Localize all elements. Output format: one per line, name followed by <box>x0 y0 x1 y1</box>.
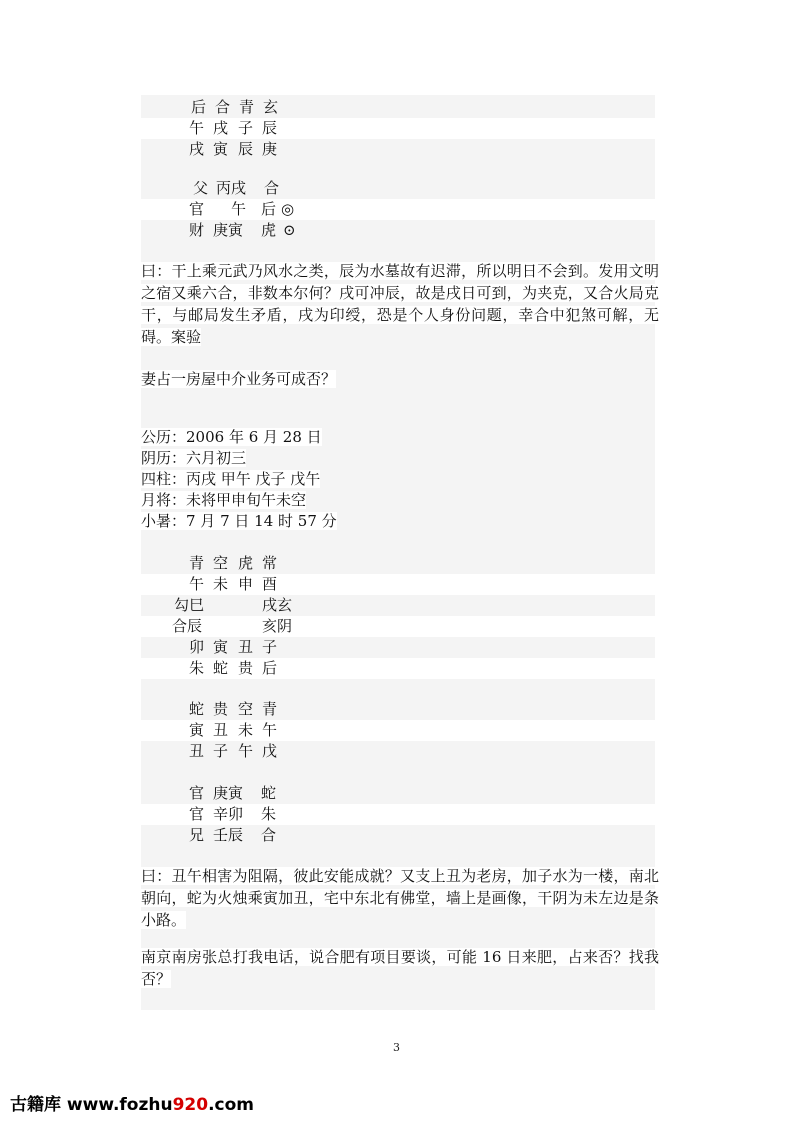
grid-cell: 朱 <box>261 805 277 823</box>
grid-cell: 青 <box>239 98 255 116</box>
grid-row <box>141 220 655 241</box>
grid-cell: 父 <box>193 179 209 197</box>
grid-cell: 戊 <box>262 742 278 760</box>
grid-cell: ◎ <box>281 200 295 218</box>
grid-cell: 青 <box>189 554 205 572</box>
gregorian-date: 公历：2006 年 6 月 28 日 <box>141 428 322 446</box>
grid-cell: 丑 <box>189 742 205 760</box>
grid-cell: 寅 <box>189 721 205 739</box>
grid-row <box>141 783 655 804</box>
grid-cell: 辰 <box>238 140 254 158</box>
grid-row <box>141 199 655 220</box>
grid-cell: 贵 <box>238 659 254 677</box>
grid-cell: 虎 <box>238 554 254 572</box>
grid-row <box>141 658 655 679</box>
grid-cell: 戌 <box>213 119 229 137</box>
grid-row <box>141 804 655 825</box>
grid-cell: 丙戌 <box>216 179 247 197</box>
grid-cell: 合 <box>264 179 280 197</box>
grid-cell: 空 <box>213 554 229 572</box>
grid-cell: 未 <box>213 575 229 593</box>
grid-cell: 官 <box>189 200 205 218</box>
grid-cell: 子 <box>238 119 254 137</box>
lunar-date: 阴历：六月初三 <box>141 449 247 467</box>
page-number: 3 <box>393 1041 400 1054</box>
grid-cell: ⊙ <box>283 221 296 239</box>
grid-cell: 午 <box>231 200 247 218</box>
watermark-brand: 古籍库 <box>10 1095 61 1115</box>
grid-cell: 辰 <box>262 119 278 137</box>
chart-block-2 <box>141 178 655 241</box>
grid-row <box>141 118 655 139</box>
grid-cell: 午 <box>189 119 205 137</box>
chart-block-4 <box>141 699 655 762</box>
watermark-url-b: 920 <box>172 1095 209 1115</box>
grid-cell: 合 <box>215 98 231 116</box>
grid-cell: 后 <box>262 659 278 677</box>
grid-cell: 虎 <box>261 221 277 239</box>
grid-cell: 官 <box>189 805 205 823</box>
grid-row <box>141 637 655 658</box>
grid-cell: 子 <box>262 638 278 656</box>
grid-cell: 丑 <box>238 638 254 656</box>
grid-cell: 合 <box>261 826 277 844</box>
grid-cell: 官 <box>189 784 205 802</box>
grid-cell: 合辰 <box>172 617 203 635</box>
grid-cell: 午 <box>238 742 254 760</box>
grid-row <box>141 616 655 637</box>
grid-row <box>141 741 655 762</box>
solar-term: 小暑：7 月 7 日 14 时 57 分 <box>141 512 337 530</box>
date-info <box>141 427 655 532</box>
watermark-url-a: www.fozhu <box>66 1095 173 1115</box>
analysis-paragraph-1: 曰：干上乘元武乃风水之类，辰为水墓故有迟滞，所以明日不会到。发用文明之宿又乘六合，非数本尔何？戌可冲辰，故是戌日可到，为夹克，又合火局克干，与邮局发生矛盾，戌为印绶，恐是个人身份问题，幸合中犯煞可解，无碍。案验 <box>141 262 659 346</box>
grid-cell: 午 <box>189 575 205 593</box>
chart-block-3 <box>141 553 655 679</box>
grid-row <box>141 720 655 741</box>
grid-row <box>141 97 655 118</box>
grid-cell: 后 <box>261 200 277 218</box>
grid-row <box>141 595 655 616</box>
grid-cell: 辛卯 <box>213 805 244 823</box>
grid-row <box>141 178 655 199</box>
grid-cell: 勾巳 <box>174 596 205 614</box>
four-pillars: 四柱：丙戌 甲午 戊子 戊午 <box>141 470 321 488</box>
grid-cell: 戌 <box>189 140 205 158</box>
grid-cell: 未 <box>238 721 254 739</box>
grid-cell: 寅 <box>213 140 229 158</box>
grid-cell: 财 <box>189 221 205 239</box>
grid-cell: 丑 <box>213 721 229 739</box>
grid-cell: 午 <box>262 721 278 739</box>
chart-block-1 <box>141 97 655 160</box>
grid-cell: 酉 <box>262 575 278 593</box>
watermark-url-c: .com <box>208 1095 255 1115</box>
grid-cell: 庚寅 <box>213 221 244 239</box>
grid-row <box>141 699 655 720</box>
grid-cell: 蛇 <box>261 784 277 802</box>
grid-cell: 玄 <box>263 98 279 116</box>
grid-cell: 庚 <box>262 140 278 158</box>
grid-cell: 贵 <box>213 700 229 718</box>
grid-row <box>141 825 655 846</box>
grid-cell: 朱 <box>189 659 205 677</box>
grid-cell: 蛇 <box>213 659 229 677</box>
grid-cell: 后 <box>191 98 207 116</box>
grid-cell: 蛇 <box>189 700 205 718</box>
analysis-paragraph-2: 曰：丑午相害为阻隔，彼此安能成就？又支上丑为老房，加子水为一楼，南北朝向，蛇为火烛乘寅加丑，宅中东北有佛堂，墙上是画像，干阴为未左边是条小路。 <box>141 867 659 929</box>
grid-cell: 卯 <box>189 638 205 656</box>
question-paragraph-2: 南京南房张总打我电话，说合肥有项目要谈，可能 16 日来肥，占来否？找我否？ <box>141 948 659 988</box>
site-watermark <box>10 1090 254 1115</box>
grid-row <box>141 553 655 574</box>
grid-cell: 申 <box>238 575 254 593</box>
grid-cell: 兄 <box>189 826 205 844</box>
chart-block-5 <box>141 783 655 846</box>
grid-cell: 青 <box>262 700 278 718</box>
monthly-general: 月将：未将甲申旬午未空 <box>141 491 307 509</box>
question-paragraph-1: 妻占一房屋中介业务可成否？ <box>141 370 337 388</box>
grid-row <box>141 574 655 595</box>
grid-cell: 空 <box>238 700 254 718</box>
grid-cell: 亥阴 <box>262 617 293 635</box>
grid-cell: 壬辰 <box>213 826 244 844</box>
grid-cell: 寅 <box>213 638 229 656</box>
grid-cell: 子 <box>213 742 229 760</box>
grid-row <box>141 139 655 160</box>
grid-cell: 常 <box>262 554 278 572</box>
grid-cell: 戌玄 <box>262 596 293 614</box>
grid-cell: 庚寅 <box>213 784 244 802</box>
